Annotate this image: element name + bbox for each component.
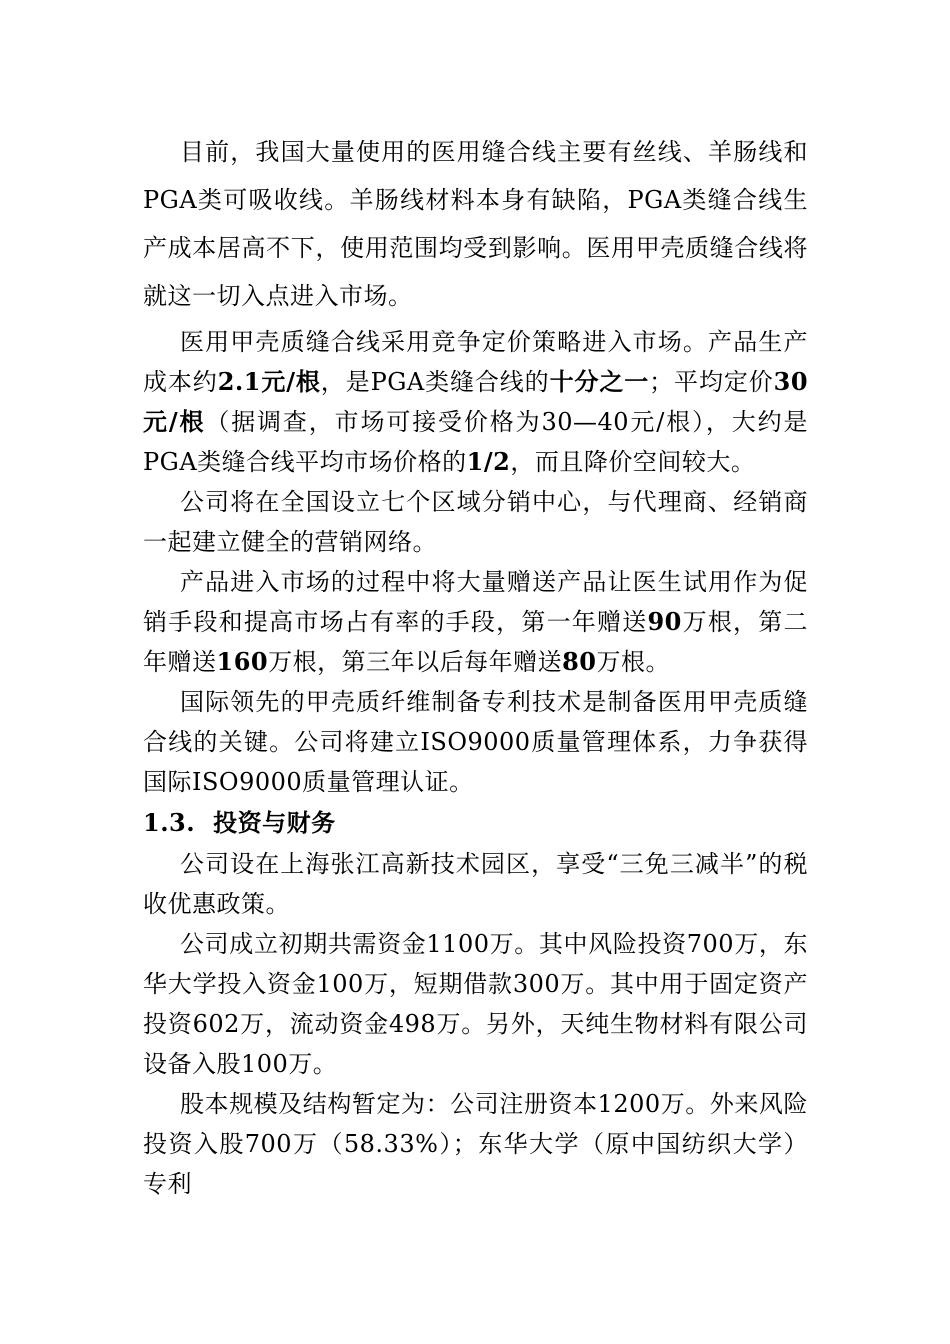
bold-ratio: 1/2 <box>466 447 511 476</box>
bold-year2: 160 <box>216 647 269 676</box>
text-run: 万根。 <box>596 648 671 676</box>
text-run: 万根，第三年以后每年赠送 <box>268 648 563 676</box>
bold-fraction: 十分之一 <box>549 367 650 396</box>
paragraph-location: 公司设在上海张江高新技术园区，享受“三免三减半”的税收优惠政策。 <box>143 850 808 918</box>
text-run: ，是PGA类缝合线的 <box>320 368 550 396</box>
section-heading <box>143 802 808 844</box>
paragraph-promotion <box>143 562 808 682</box>
paragraph-equity: 股本规模及结构暂定为：公司注册资本1200万。外来风险投资入股700万（58.33%）；东华大学（原中国纺织大学）专利 <box>143 1090 808 1198</box>
text-run: ，而且降价空间较大。 <box>510 448 756 476</box>
bold-price: 30元/根 <box>143 367 809 436</box>
paragraph-suture-market: 目前，我国大量使用的医用缝合线主要有丝线、羊肠线和PGA类可吸收线。羊肠线材料本身有缺陷，PGA类缝合线生产成本居高不下，使用范围均受到影响。医用甲壳质缝合线将就这一切入点进入市场。 <box>143 138 808 310</box>
text-run: （据调查，市场可接受价格为30—40元/根），大约是PGA类缝合线平均市场价格的 <box>143 408 808 476</box>
bold-year3: 80 <box>562 647 597 676</box>
bold-year1: 90 <box>647 607 682 636</box>
text-run: 医用甲壳质缝合线采用竞争定价策略进入市场。产品生产成本约 <box>143 328 808 396</box>
paragraph-pricing-strategy <box>143 322 808 482</box>
paragraph-quality: 国际领先的甲壳质纤维制备专利技术是制备医用甲壳质缝合线的关键。公司将建立ISO9000质量管理体系，力争获得国际ISO9000质量管理认证。 <box>143 688 808 796</box>
paragraph-distribution: 公司将在全国设立七个区域分销中心，与代理商、经销商一起建立健全的营销网络。 <box>143 488 808 556</box>
bold-cost: 2.1元/根 <box>217 367 321 396</box>
section-number: 1.3. <box>143 808 196 837</box>
text-run: ；平均定价 <box>649 368 774 396</box>
paragraph-funding: 公司成立初期共需资金1100万。其中风险投资700万，东华大学投入资金100万，短期借款300万。其中用于固定资产投资602万，流动资金498万。另外，天纯生物材料有限公司设备入股100万。 <box>143 930 808 1078</box>
document-page <box>143 128 808 1204</box>
text-run: 产品进入市场的过程中将大量赠送产品让医生试用作为促销手段和提高市场占有率的手段，第一年赠送 <box>143 568 808 636</box>
section-title: 投资与财务 <box>213 808 336 837</box>
text-run: 万根，第二年赠送 <box>143 608 809 676</box>
